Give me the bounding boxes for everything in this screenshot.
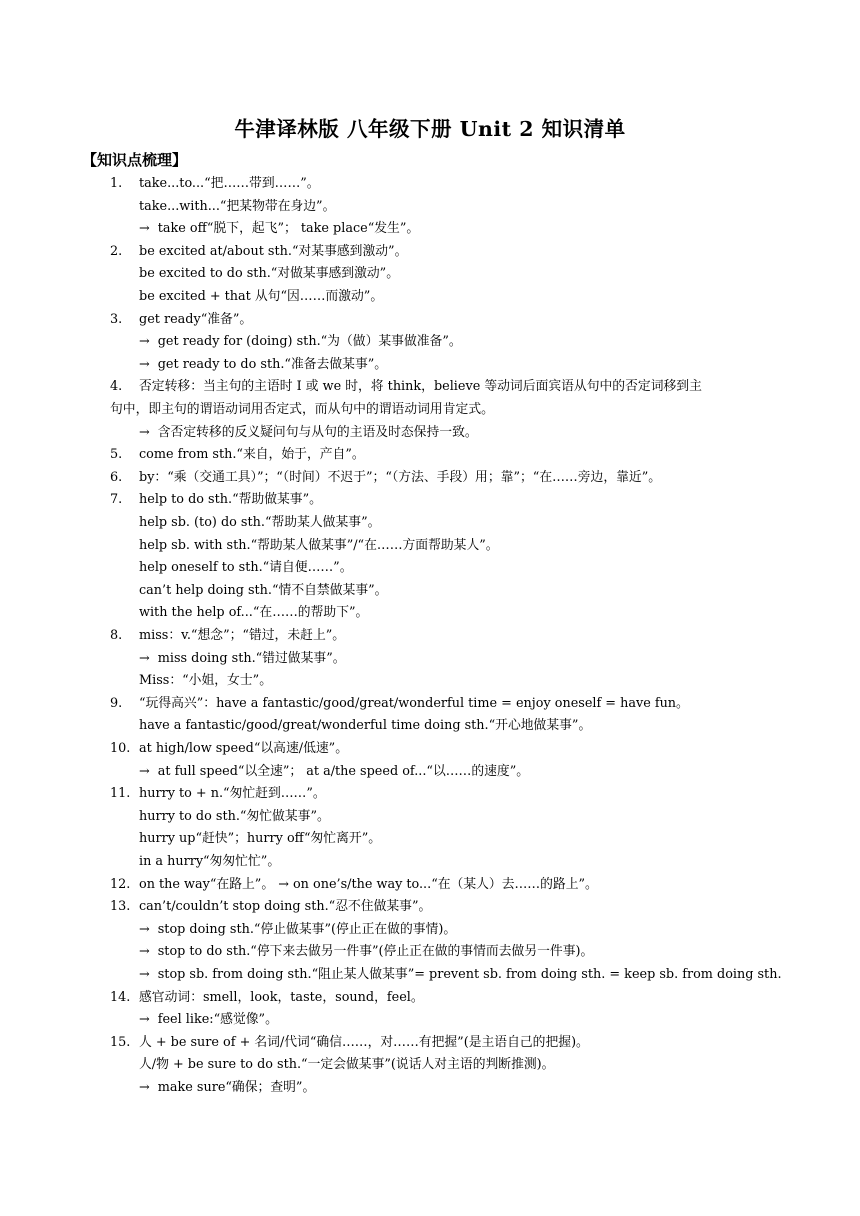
item-text: in a hurry“匆匆忙忙”。 [139, 854, 281, 869]
arrow-right-icon: → [139, 334, 150, 350]
item-text: on the way“在路上”。 → on one’s/the way to...“在（某人）去……的路上”。 [139, 876, 598, 892]
item-text: by：“乘（交通工具）”；“（时间）不迟于”；“（方法、手段）用；靠”；“在……旁边，靠近”。 [139, 469, 662, 485]
item-text: help to do sth.“帮助做某事”。 [139, 492, 322, 508]
item-number: 11. [110, 786, 131, 802]
arrow-right-icon: → [139, 424, 150, 440]
arrow-right-icon: → [139, 221, 150, 237]
item-text: Miss：“小姐，女士”。 [139, 673, 272, 689]
item-number: 7. [110, 492, 123, 508]
item-number: 14. [110, 989, 131, 1005]
arrow-right-icon: → [139, 921, 150, 937]
item-text: 人/物 + be sure to do sth.“一定会做某事”(说话人对主语的判断推测)。 [139, 1057, 555, 1073]
item-number: 4. [110, 379, 123, 395]
section-heading: 【知识点梳理】 [82, 151, 188, 169]
arrow-right-icon: → [139, 650, 150, 666]
item-number: 10. [110, 741, 131, 756]
item-text: can’t help doing sth.“情不自禁做某事”。 [139, 582, 388, 598]
item-text: 含否定转移的反义疑问句与从句的主语及时态保持一致。 [157, 424, 478, 440]
item-text: stop sb. from doing sth.“阻止某人做某事”= prevent sb. from doing sth. = keep sb. from doing sth. [157, 967, 782, 982]
item-text: come from sth.“来自，始于，产自”。 [139, 447, 365, 463]
item-text: at high/low speed“以高速/低速”。 [139, 741, 349, 756]
item-text: get ready for (doing) sth.“为（做）某事做准备”。 [157, 334, 462, 350]
item-number: 3. [110, 311, 123, 327]
item-text: hurry up“赶快”；hurry off“匆忙离开”。 [139, 831, 382, 847]
item-text: help sb. (to) do sth.“帮助某人做某事”。 [139, 515, 381, 530]
item-number: 5. [110, 447, 123, 463]
item-text: help sb. with sth.“帮助某人做某事”/“在……方面帮助某人”。 [139, 537, 499, 553]
item-text: miss doing sth.“错过做某事”。 [157, 650, 346, 666]
item-text: be excited + that 从句“因……而激动”。 [139, 289, 384, 304]
item-number: 15. [110, 1034, 131, 1050]
item-text: at full speed“以全速”； at a/the speed of...“以……的速度”。 [157, 763, 530, 779]
item-number: 2. [110, 243, 123, 259]
arrow-right-icon: → [139, 763, 150, 779]
item-text: have a fantastic/good/great/wonderful time doing sth.“开心地做某事”。 [139, 718, 592, 734]
arrow-right-icon: → [139, 967, 150, 982]
item-text: take...to...“把……带到……”。 [139, 176, 320, 191]
item-text: “玩得高兴”：have a fantastic/good/great/wonderful time = enjoy oneself = have fun。 [139, 695, 689, 711]
page-title: 牛津译林版 八年级下册 Unit 2 知识清单 [234, 117, 626, 141]
item-text: miss：v.“想念”；“错过，未赶上”。 [139, 628, 346, 643]
item-number: 9. [110, 695, 123, 711]
item-text: be excited to do sth.“对做某事感到激动”。 [139, 266, 400, 282]
item-text: take off“脱下，起飞”； take place“发生”。 [157, 221, 420, 237]
item-text: be excited at/about sth.“对某事感到激动”。 [139, 243, 408, 259]
arrow-right-icon: → [139, 1012, 150, 1028]
item-text: hurry to do sth.“匆忙做某事”。 [139, 808, 330, 824]
item-text: hurry to + n.“匆忙赶到……”。 [139, 786, 326, 802]
item-text: with the help of...“在……的帮助下”。 [139, 605, 369, 621]
item-text: 感官动词：smell，look，taste，sound，feel。 [139, 989, 424, 1005]
arrow-right-icon: → [139, 944, 150, 960]
item-text: 人 + be sure of + 名词/代词“确信……，对……有把握”(是主语自己的把握)。 [139, 1034, 589, 1050]
arrow-right-icon: → [139, 356, 150, 372]
item-number: 6. [110, 469, 123, 485]
item-text: 否定转移：当主句的主语时 I 或 we 时，将 think，believe 等动词后面宾语从句中的否定词移到主 [139, 379, 702, 395]
item-text: take...with...“把某物带在身边”。 [139, 198, 336, 214]
item-text: feel like:“感觉像”。 [157, 1012, 278, 1028]
item-text: 句中，即主句的谓语动词用否定式，而从句中的谓语动词用肯定式。 [110, 402, 494, 417]
item-text: get ready“准备”。 [139, 311, 253, 327]
item-text: stop doing sth.“停止做某事”(停止正在做的事情)。 [157, 921, 457, 937]
item-text: can’t/couldn’t stop doing sth.“忍不住做某事”。 [139, 899, 432, 915]
item-number: 1. [110, 176, 123, 191]
item-text: stop to do sth.“停下来去做另一件事”(停止正在做的事情而去做另一件事)。 [157, 944, 594, 960]
item-number: 13. [110, 899, 131, 915]
item-text: help oneself to sth.“请自便……”。 [139, 560, 353, 576]
item-text: make sure“确保；查明”。 [157, 1080, 316, 1095]
item-text: get ready to do sth.“准备去做某事”。 [157, 356, 388, 372]
item-number: 12. [110, 876, 131, 892]
item-number: 8. [110, 628, 123, 643]
arrow-right-icon: → [139, 1080, 150, 1095]
